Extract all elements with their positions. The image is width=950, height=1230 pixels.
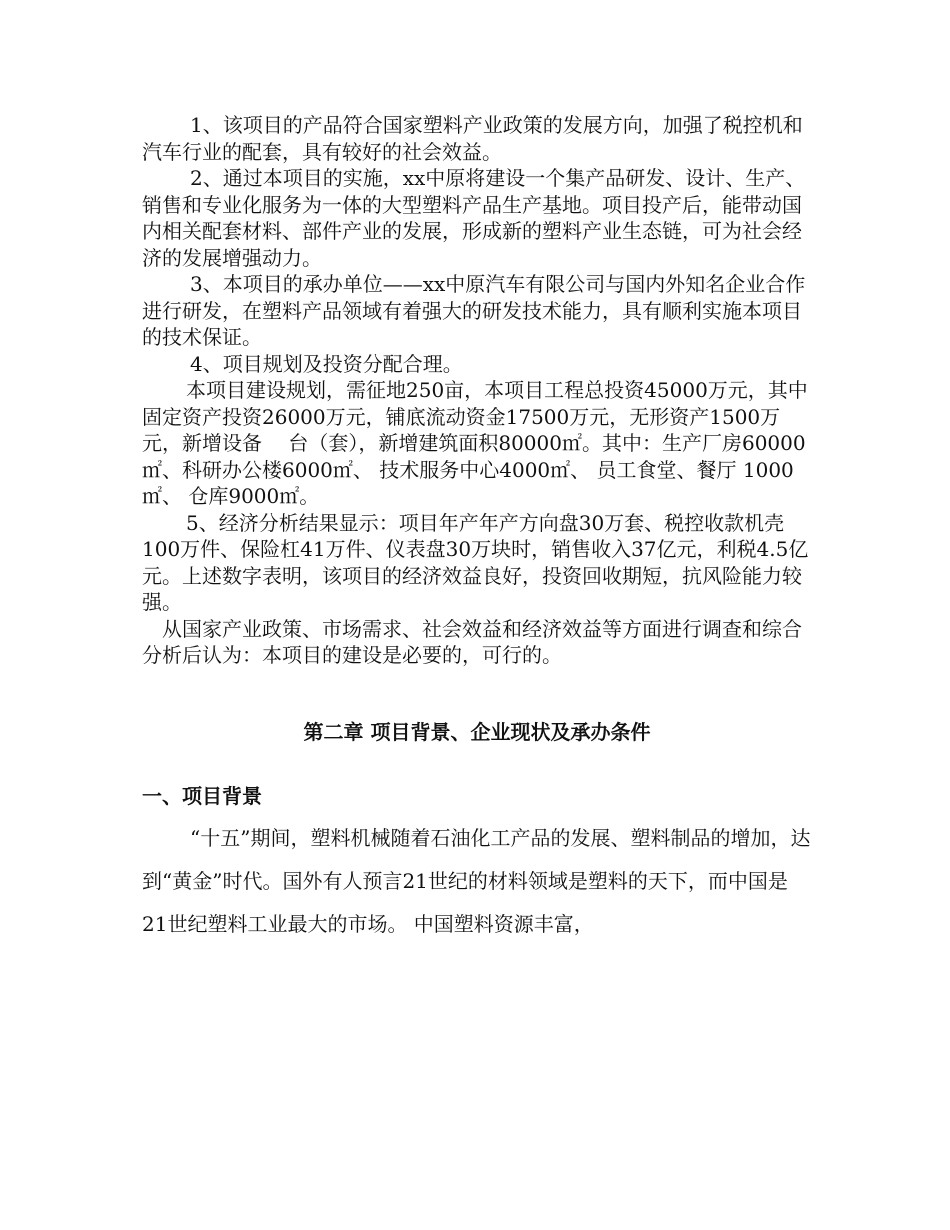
document-body xyxy=(142,112,812,936)
paragraph-3: 3、本项目的承办单位——xx中原汽车有限公司与国内外知名企业合作进行研发，在塑料产品领域有着强大的研发技术能力，具有顺利实施本项目的技术保证。 xyxy=(142,272,806,349)
paragraph-2: 2、通过本项目的实施，xx中原将建设一个集产品研发、设计、生产、销售和专业化服务为一体的大型塑料产品生产基地。项目投产后，能带动国内相关配套材料、部件产业的发展，形成新的塑料产业生态链，可为社会经济的发展增强动力。 xyxy=(142,166,806,270)
section-title: 一、项目背景 xyxy=(142,784,262,808)
paragraph-5: 5、经济分析结果显示：项目年产年产方向盘30万套、税控收款机壳100万件、保险杠41万件、仪表盘30万块时，销售收入37亿元，利税4.5亿元。上述数字表明，该项目的经济效益良好，投资回收期短，抗风险能力较强。 xyxy=(142,510,809,614)
background-paragraph: “十五”期间，塑料机械随着石油化工产品的发展、塑料制品的增加，达到“黄金”时代。国外有人预言21世纪的材料领域是塑料的天下，而中国是21世纪塑料工业最大的市场。 中国塑料资源丰富， xyxy=(142,826,811,936)
paragraph-conclusion: 从国家产业政策、市场需求、社会效益和经济效益等方面进行调查和综合分析后认为：本项目的建设是必要的，可行的。 xyxy=(142,616,802,667)
paragraph-1: 1、该项目的产品符合国家塑料产业政策的发展方向，加强了税控机和汽车行业的配套，具有较好的社会效益。 xyxy=(142,113,803,164)
chapter-title: 第二章 项目背景、企业现状及承办条件 xyxy=(303,720,651,744)
paragraph-4: 4、项目规划及投资分配合理。 xyxy=(190,351,463,376)
paragraph-investment: 本项目建设规划，需征地250亩，本项目工程总投资45000万元，其中固定资产投资26000万元，铺底流动资金17500万元，无形资产1500万元，新增设备 台（套），新增建筑面积80000㎡。其中：生产厂房60000㎡、科研办公楼6000㎡、 技术服务中心4000㎡、 员工食堂、餐厅 1000㎡、 仓库9000㎡。 xyxy=(142,378,808,508)
